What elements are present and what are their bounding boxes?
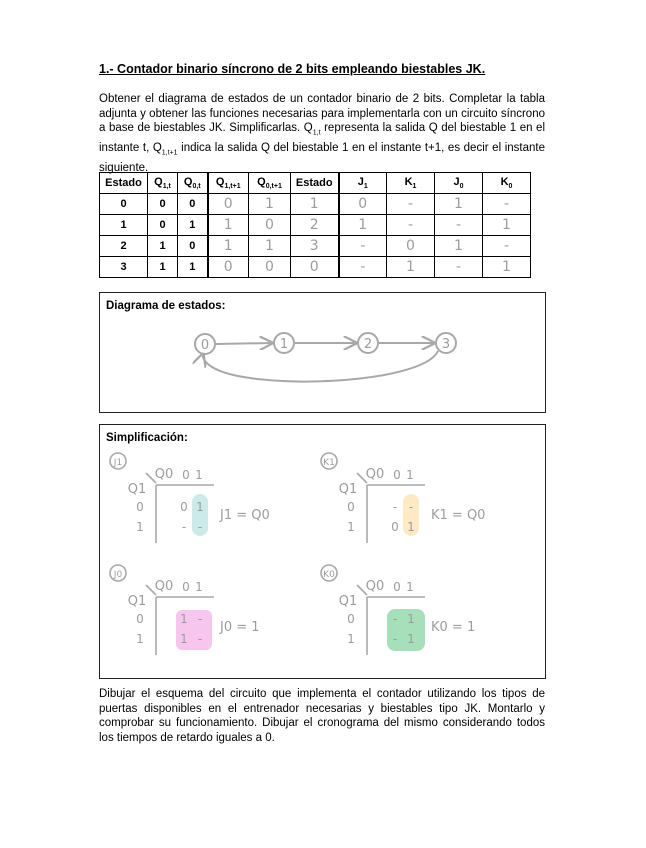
table-cell: 0 [249, 257, 291, 278]
simplification-box [99, 424, 546, 679]
intro-paragraph: Obtener el diagrama de estados de un contador binario de 2 bits. Completar la tabla adjunta y obtener las funciones necesarias para implementarla con un circuito síncrono a base de biestables JK. Simplificarlas. $Q_{1,t}$ representa la salida Q del biestable 1 en el instante t, $Q_{1,t+1}$ indica la salida Q del biestable 1 en el instante t+1, es decir el instante siguiente. [99, 93, 545, 174]
table-cell: 1 [208, 215, 249, 236]
table-cell: 1 [387, 257, 435, 278]
table-cell: - [339, 236, 387, 257]
simplification-label: Simplificación: [106, 432, 188, 444]
kmap-cell: 0 [391, 520, 399, 534]
table-row [100, 215, 531, 236]
table-cell: 1 [483, 215, 531, 236]
kmap-cell: - [392, 612, 398, 626]
state-diagram-label: Diagrama de estados: [106, 300, 226, 312]
kmap-row-header: 1 [347, 632, 355, 646]
kmap-result: J0 = 1 [220, 620, 260, 635]
kmap-k0 [321, 565, 475, 655]
svg-text:2: 2 [363, 337, 373, 352]
table-cell: 1 [208, 236, 249, 257]
kmap-col-header: 0 [182, 580, 190, 594]
kmap-col-var: Q0 [365, 467, 385, 482]
state-circle-0 [195, 334, 215, 354]
kmap-row-var: Q1 [127, 482, 147, 497]
table-cell: - [435, 215, 483, 236]
table-cell: 1 [291, 194, 339, 215]
kmap-k1 [321, 453, 485, 543]
table-cell: 3 [291, 236, 339, 257]
kmap-name: K1 [323, 458, 335, 468]
kmap-row-header: 0 [347, 500, 355, 514]
kmap-row-var: Q1 [127, 594, 147, 609]
kmap-col-header: 0 [182, 468, 190, 482]
kmap-cell: 1 [180, 612, 188, 626]
kmap-cell: - [197, 612, 203, 626]
table-cell: 1 [178, 257, 208, 278]
table-cell: 2 [100, 236, 148, 257]
kmap-result: J1 = Q0 [220, 508, 270, 523]
table-cell: - [339, 257, 387, 278]
kmap-cell: - [181, 520, 187, 534]
kmap-result: K0 = 1 [431, 620, 476, 635]
state-circle-3 [436, 333, 456, 353]
header-q0t: $Q_{0,t}$ [178, 173, 208, 194]
kmap-cell: - [197, 632, 203, 646]
kmap-cell: 1 [407, 520, 415, 534]
table-cell: 1 [483, 257, 531, 278]
kmap-name: K0 [323, 570, 335, 580]
header-q1t: $Q_{1,t}$ [148, 173, 178, 194]
svg-text:3: 3 [441, 337, 451, 352]
table-cell: 0 [148, 215, 178, 236]
table-cell: 0 [249, 215, 291, 236]
table-cell: 1 [249, 236, 291, 257]
table-cell: 1 [249, 194, 291, 215]
table-cell: 1 [148, 236, 178, 257]
transition-table [99, 172, 531, 278]
state-circle-2 [358, 333, 378, 353]
table-cell: - [387, 215, 435, 236]
table-cell: 0 [148, 194, 178, 215]
kmap-col-var: Q0 [154, 579, 174, 594]
kmap-cell: 1 [407, 612, 415, 626]
header-k1: $K_1$ [387, 173, 435, 194]
table-header-row [100, 173, 531, 194]
kmap-cell: 1 [196, 500, 204, 514]
kmap-col-header: 1 [195, 468, 203, 482]
transition-arrow-0-1 [216, 343, 272, 344]
table-cell: - [387, 194, 435, 215]
table-row [100, 257, 531, 278]
kmap-cell: - [392, 632, 398, 646]
kmap-col-header: 1 [406, 580, 414, 594]
kmap-row-header: 0 [136, 612, 144, 626]
kmap-col-header: 1 [195, 580, 203, 594]
kmap-row-var: Q1 [338, 594, 358, 609]
exercise-title: 1.- Contador binario síncrono de 2 bits empleando biestables JK. [99, 62, 486, 76]
transition-arrow-3-0 [203, 351, 438, 382]
kmap-cell: 1 [407, 632, 415, 646]
kmap-cell: - [197, 520, 203, 534]
header-k0: $K_0$ [483, 173, 531, 194]
kmap-cell: - [392, 500, 398, 514]
table-cell: 0 [100, 194, 148, 215]
closing-paragraph: Dibujar el esquema del circuito que implementa el contador utilizando los tipos de puertas disponibles en el entrenador necesarias y biestables tipo JK. Montarlo y comprobar su funcionamiento. Dibujar el cronograma del mismo considerando todos los tiempos de retardo iguales a 0. [99, 688, 545, 744]
state-diagram [100, 293, 545, 412]
kmap-row-header: 1 [136, 632, 144, 646]
svg-text:1: 1 [279, 337, 289, 352]
header-j0: $J_0$ [435, 173, 483, 194]
table-cell: 0 [291, 257, 339, 278]
state-diagram-box [99, 292, 546, 413]
table-cell: - [483, 194, 531, 215]
table-cell: 0 [178, 236, 208, 257]
table-cell: 0 [178, 194, 208, 215]
header-estado-next: Estado [291, 173, 339, 194]
header-q1t1: $Q_{1,t+1}$ [208, 173, 249, 194]
kmap-row-var: Q1 [338, 482, 358, 497]
table-cell: 1 [435, 236, 483, 257]
table-cell: 1 [178, 215, 208, 236]
header-q0t1: $Q_{0,t+1}$ [249, 173, 291, 194]
table-cell: 0 [339, 194, 387, 215]
kmap-name: J0 [113, 570, 123, 580]
table-row [100, 236, 531, 257]
table-cell: 2 [291, 215, 339, 236]
table-cell: - [483, 236, 531, 257]
header-estado: Estado [100, 173, 148, 194]
svg-text:0: 0 [200, 338, 210, 353]
kmap-name: J1 [113, 458, 123, 468]
table-cell: 1 [339, 215, 387, 236]
kmap-col-header: 0 [393, 468, 401, 482]
kmap-row-header: 1 [136, 520, 144, 534]
table-cell: - [435, 257, 483, 278]
header-j1: $J_1$ [339, 173, 387, 194]
table-cell: 0 [208, 194, 249, 215]
table-cell: 1 [148, 257, 178, 278]
kmap-cell: 0 [180, 500, 188, 514]
table-cell: 1 [100, 215, 148, 236]
kmap-col-var: Q0 [154, 467, 174, 482]
table-cell: 3 [100, 257, 148, 278]
table-cell: 1 [435, 194, 483, 215]
kmap-j1 [110, 453, 270, 543]
table-row [100, 194, 531, 215]
table-cell: 0 [387, 236, 435, 257]
kmap-j0 [110, 565, 260, 655]
kmap-col-header: 0 [393, 580, 401, 594]
karnaugh-maps [100, 425, 545, 678]
kmap-cell: 1 [180, 632, 188, 646]
kmap-col-var: Q0 [365, 579, 385, 594]
kmap-row-header: 0 [136, 500, 144, 514]
table-cell: 0 [208, 257, 249, 278]
kmap-row-header: 1 [347, 520, 355, 534]
state-circle-1 [274, 333, 294, 353]
kmap-col-header: 1 [406, 468, 414, 482]
kmap-cell: - [408, 500, 414, 514]
kmap-row-header: 0 [347, 612, 355, 626]
kmap-result: K1 = Q0 [431, 508, 486, 523]
